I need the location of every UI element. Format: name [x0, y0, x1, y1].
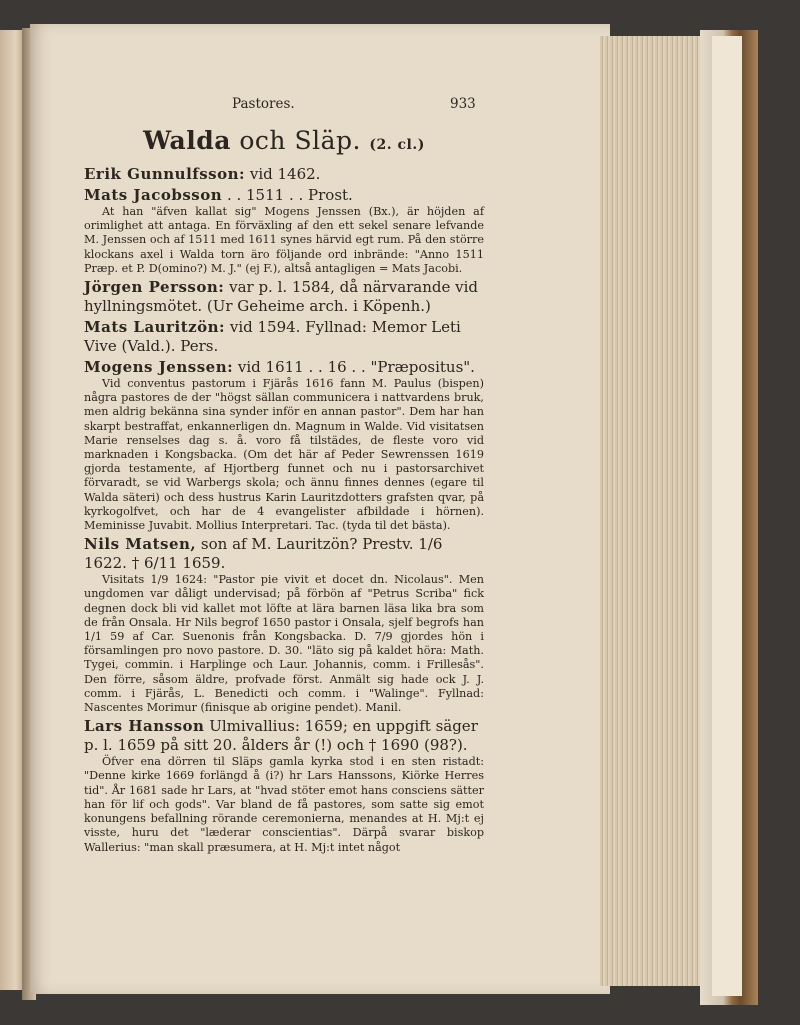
entry-lars: [84, 717, 484, 755]
entry-text: Ulmivallius: 1659; en uppgift säger p. l. 1659 på sitt 20. ålders år (!) och † 1690 (98?).: [84, 717, 478, 755]
entry-name: Mats Jacobsson: [84, 186, 223, 204]
entry-jorgen: [84, 278, 484, 316]
entry-text: vid 1594. Fyllnad: Memor Leti Vive (Vald.). Pers.: [84, 318, 461, 356]
entry-text: son af M. Lauritzön? Prestv. 1/6 1622. † 6/11 1659.: [84, 535, 443, 573]
cover-endpaper: [712, 36, 742, 996]
entry-mogens: [84, 358, 484, 377]
entry-name: Mogens Jenssen:: [84, 358, 234, 377]
entry-name: Jörgen Persson:: [84, 278, 225, 297]
entry-name: Mats Lauritzön:: [84, 318, 226, 337]
page-header: [84, 90, 484, 120]
entry-erik: [84, 165, 484, 184]
entry-mats-jacobsson: [84, 186, 484, 205]
section-title: [84, 126, 484, 155]
title-class: (2. cl.): [369, 137, 425, 153]
entry-text: var p. l. 1584, då närvarande vid hyllningsmötet. (Ur Geheime arch. i Köpenh.): [84, 278, 479, 316]
entry-text: vid 1611 . . 16 . . "Præpositus".: [233, 358, 475, 377]
page-text: [84, 90, 484, 855]
entry-name: Nils Matsen,: [84, 535, 197, 554]
page-edges: [600, 36, 700, 986]
paragraph: Öfver ena dörren til Släps gamla kyrka stod i en sten ristadt: "Denne kirke 1669 forlängd å (i?) hr Lars Hanssons, Kiörke Herres tid". År 1681 sade hr Lars, at "hvad stöter emot hans consciens sätter han för lif och gods". Var bland de få pastores, som satte sig emot konungens befallning rörande ceremonierna, menandes at H. Mj:t ej visste, huru det "læderar conscientias". Därpå svarar biskop Wallerius: "man skall præsumera, at H. Mj:t intet något: [84, 755, 484, 854]
running-title: Pastores.: [232, 96, 295, 112]
title-main: Walda: [143, 126, 231, 155]
page-number: 933: [450, 96, 476, 112]
entry-mats-lauritzon: [84, 318, 484, 356]
paragraph: Visitats 1/9 1624: "Pastor pie vivit et docet dn. Nicolaus". Men ungdomen var dåligt undervisad; på förbön af "Petrus Scriba" fick degnen dock bli vid kallet mot löfte at lära barnen läsa lika bra som de från Onsala. Hr Nils begrof 1650 pastor i Onsala, sjelf begrofs han 1/1 59 af Car. Suenonis från Kongsbacka. D. 7/9 gjordes hön i församlingen pro novo pastore. D. 30. "läto sig på kaldet höra: Math. Tygei, commin. i Harplinge och Laur. Johannis, comm. i Frillesås". Den förre, såsom äldre, profvade först. Anmält sig hade ock J. J. comm. i Fjärås, L. Benedicti och comm. i "Walinge". Fyllnad: Nascentes Morimur (finisque ab origine pendet). Manil.: [84, 573, 484, 715]
paragraph: Vid conventus pastorum i Fjärås 1616 fann M. Paulus (bispen) några pastores de der "högst sällan communicera i nattvardens bruk, men aldrig bekänna sina synder inför en annan pastor". Dem har han skarpt bestraffat, enkannerligen dn. Magnum in Walde. Vid visitatsen Marie renselses dag s. å. voro få tilstädes, de fleste voro vid marknaden i Kongsbacka. (Om det här af Peder Sewrenssen 1619 gjorda testamente, af Hjortberg funnet och nu i pastorsarchivet förvaradt, se vid Warbergs skola; och ännu finnes dennes (egare til Walda säteri) och dess hustrus Karin Lauritzdotters grafsten qvar, på kyrkogolfvet, och har de 4 evangelister afbildade i hörnen). Meminisse Juvabit. Mollius Interpretari. Tac. (tyda til det bästa).: [84, 377, 484, 533]
entry-nils: [84, 535, 484, 573]
entry-text: vid 1462.: [245, 165, 321, 183]
entry-name: Lars Hansson: [84, 717, 205, 736]
paragraph: At han "äfven kallat sig" Mogens Jenssen (Bx.), är höjden af orimlighet att antaga. En förväxling af den ett sekel senare lefvande M. Jenssen och af 1511 med 1611 synes härvid egt rum. På den större klockans axel i Walda torn äro följande ord inbrände: "Anno 1511 Præp. et P. D(omino?) M. J." (ej F.), altså antagligen = Mats Jacobi.: [84, 205, 484, 275]
entry-text: . . 1511 . . Prost.: [222, 186, 353, 204]
entry-name: Erik Gunnulfsson:: [84, 165, 246, 183]
title-rest: och Släp.: [230, 126, 370, 155]
